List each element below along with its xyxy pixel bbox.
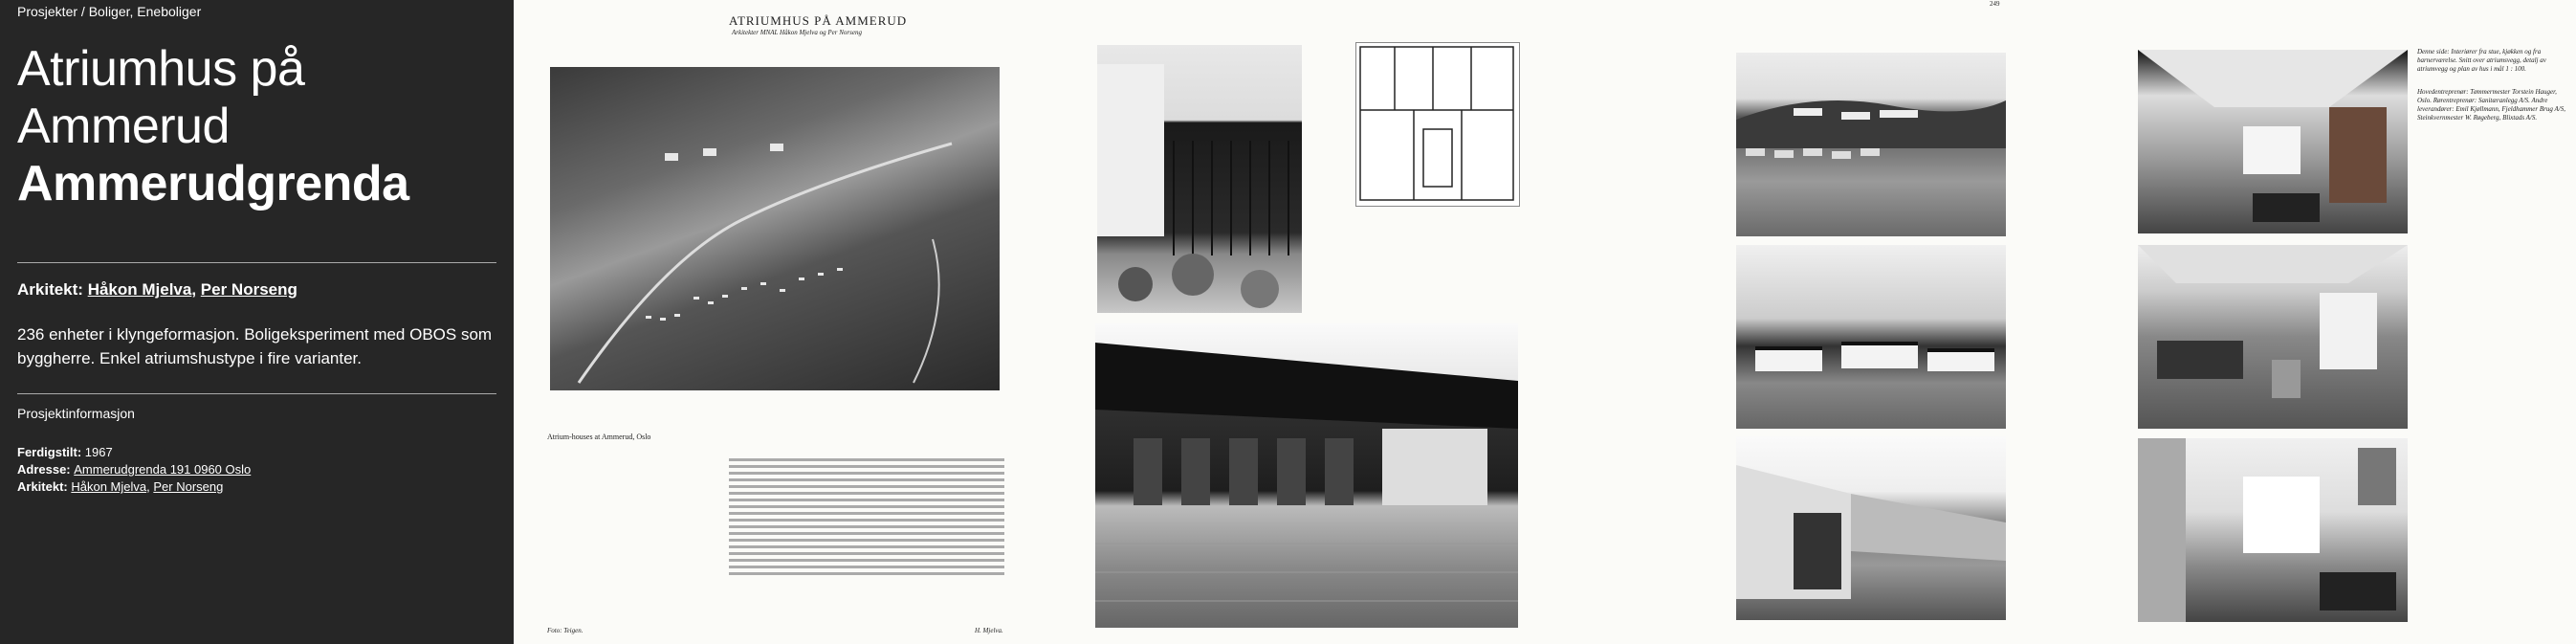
houses-photo[interactable] [1736,245,2006,429]
divider [17,262,496,263]
facade-photo[interactable] [1097,45,1302,313]
text-line [729,552,1004,555]
facade-photo-art [1097,45,1302,313]
fact-completed [17,444,496,461]
aerial-photo[interactable] [550,67,1000,390]
text-line [729,465,1004,468]
info-sidebar [0,0,514,644]
architect-label: Arkitekt: [17,280,88,299]
project-description: 236 enheter i klyngeformasjon. Boligeksperiment med OBOS som byggherre. Enkel atriumshustype i fire varianter. [17,325,493,367]
interior-photo-1[interactable] [2138,50,2408,233]
text-line [729,566,1004,568]
floor-plan-art [1356,43,1519,206]
fact-architect-link-2[interactable]: Per Norseng [153,479,224,494]
page-title [17,40,496,212]
breadcrumb [17,4,496,19]
scan-page-2 [1028,0,1545,644]
breadcrumb-category[interactable]: Boliger, Eneboliger [88,4,202,19]
text-line [729,545,1004,548]
landscape-photo-art [1736,53,2006,236]
scan-body-text [729,455,1004,579]
scan-page-4 [2061,0,2576,644]
breadcrumb-separator: / [77,4,89,19]
interior-photo-1-art [2138,50,2408,233]
title-line-2: Ammerud [17,99,230,154]
text-line [729,485,1004,488]
text-line [729,512,1004,515]
scan-heading: ATRIUMHUS PÅ AMMERUD [729,13,908,28]
page-number: 249 [1990,0,2000,8]
text-line [729,478,1004,481]
title-line-3: Ammerudgrenda [17,156,409,211]
text-line [729,505,1004,508]
project-info-heading: Prosjektinformasjon [17,406,135,421]
fact-architect-sep: , [146,479,154,494]
caption-top: Denne side: Interiører fra stue, kjøkken og fra barnerværelse. Snitt over atriumsvegg, detalj av atriumvegg og plan av hus i mål 1 : 100. [2417,48,2546,73]
signature: H. Mjelva. [975,627,1003,634]
scan-page-1 [514,0,1028,644]
text-line [729,539,1004,542]
atrium-photo-art [1095,323,1518,628]
fact-architect-link-1[interactable]: Håkon Mjelva [71,479,147,494]
scan-page-3 [1545,0,2061,644]
architect-sep: , [191,280,201,299]
divider [17,393,496,394]
atrium-photo[interactable] [1095,323,1518,628]
project-facts [17,444,496,496]
fact-completed-label: Ferdigstilt: [17,445,85,459]
text-line [729,532,1004,535]
interior-photo-2[interactable] [2138,245,2408,429]
text-line [729,492,1004,495]
landscape-photo[interactable] [1736,53,2006,236]
interior-photo-2-art [2138,245,2408,429]
text-line [729,472,1004,475]
architect-link-2[interactable]: Per Norseng [200,280,297,299]
garage-photo[interactable] [1736,436,2006,620]
fact-address [17,461,496,478]
text-line [729,559,1004,562]
text-line [729,525,1004,528]
fact-architect [17,478,496,496]
text-line [729,519,1004,522]
houses-photo-art [1736,245,2006,429]
text-line [729,458,1004,461]
interior-photo-3[interactable] [2138,438,2408,622]
text-line [729,499,1004,501]
interior-photo-3-art [2138,438,2408,622]
fact-architect-label: Arkitekt: [17,479,72,494]
fact-address-link[interactable]: Ammerudgrenda 191 0960 Oslo [74,462,252,477]
architect-line [17,280,496,300]
breadcrumb-prosjekter[interactable]: Prosjekter [17,4,78,19]
fact-address-label: Adresse: [17,462,75,477]
text-line [729,572,1004,575]
architect-link-1[interactable]: Håkon Mjelva [87,280,192,299]
scan-caption: Atrium-houses at Ammerud, Oslo [547,433,651,441]
scan-subheading: Arkitekter MNAL Håkon Mjelva og Per Norseng [732,29,862,36]
caption-bottom: Hovedentreprenør: Tømmermester Torstein Hauger, Oslo. Rørentreprenør: Sanitæranlegg A/S. Andre leverandører: Emil Kjøllmann, Fjeldhammer Brug A/S, Steinkvernmester W. Røgeberg, Blixtads A/S. [2417,88,2565,122]
floor-plan[interactable] [1355,42,1520,207]
garage-photo-art [1736,436,2006,620]
fact-completed-value: 1967 [84,445,113,459]
photo-credit: Foto: Teigen. [547,627,583,634]
aerial-photo-art [550,67,1000,390]
title-line-1: Atriumhus på [17,41,305,97]
